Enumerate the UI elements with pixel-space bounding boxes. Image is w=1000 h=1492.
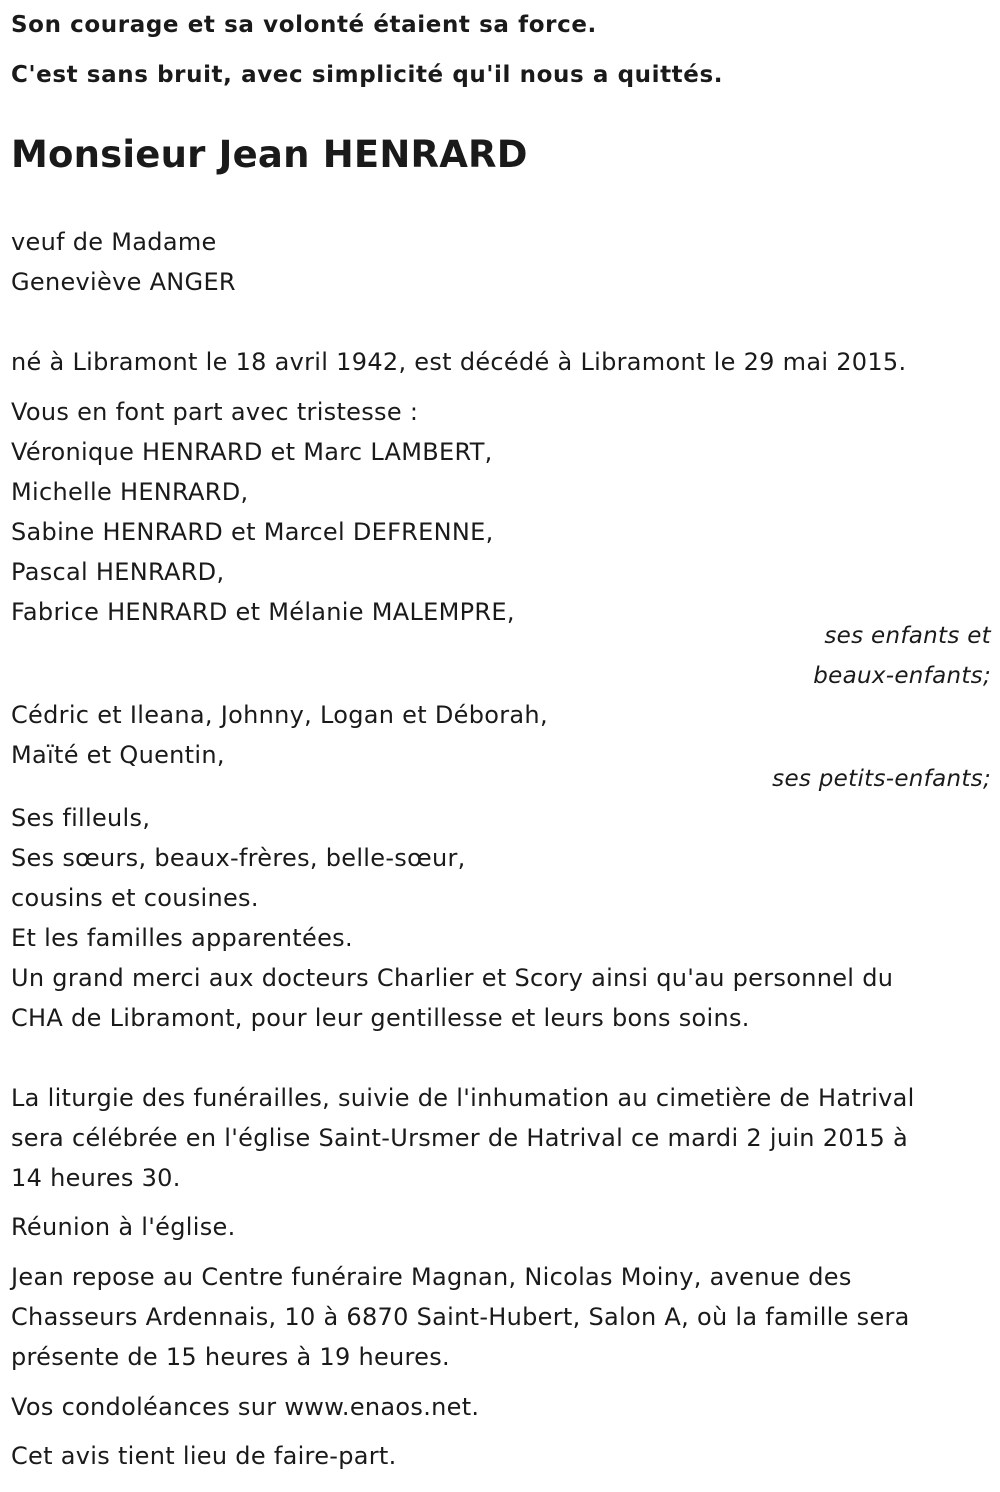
obituary-notice: [11, 0, 991, 1492]
child-line: Michelle HENRARD,: [11, 478, 249, 506]
widower-line-1: veuf de Madame: [11, 228, 217, 256]
relatives-line: cousins et cousines.: [11, 884, 259, 912]
family-intro: Vous en font part avec tristesse :: [11, 398, 419, 426]
child-line: Fabrice HENRARD et Mélanie MALEMPRE,: [11, 598, 515, 626]
thanks-line: Un grand merci aux docteurs Charlier et Scory ainsi qu'au personnel du: [11, 964, 894, 992]
relatives-line: Et les familles apparentées.: [11, 924, 353, 952]
rest-line: Jean repose au Centre funéraire Magnan, Nicolas Moiny, avenue des: [11, 1263, 852, 1291]
ceremony-line: sera célébrée en l'église Saint-Ursmer de Hatrival ce mardi 2 juin 2015 à: [11, 1124, 908, 1152]
relatives-line: Ses filleuls,: [11, 804, 151, 832]
thanks-line: CHA de Libramont, pour leur gentillesse et leurs bons soins.: [11, 1004, 750, 1032]
child-line: Véronique HENRARD et Marc LAMBERT,: [11, 438, 493, 466]
children-role-line-2: beaux-enfants;: [813, 663, 991, 689]
motto-line-2: C'est sans bruit, avec simplicité qu'il nous a quittés.: [11, 62, 724, 88]
ceremony-line: La liturgie des funérailles, suivie de l'inhumation au cimetière de Hatrival: [11, 1084, 915, 1112]
meeting-line: Réunion à l'église.: [11, 1213, 236, 1241]
grandchildren-role: ses petits-enfants;: [772, 766, 991, 792]
grandchild-line: Cédric et Ileana, Johnny, Logan et Déborah,: [11, 701, 548, 729]
birth-death-line: né à Libramont le 18 avril 1942, est décédé à Libramont le 29 mai 2015.: [11, 348, 907, 376]
child-line: Pascal HENRARD,: [11, 558, 225, 586]
motto-line-1: Son courage et sa volonté étaient sa force.: [11, 12, 597, 38]
widower-line-2: Geneviève ANGER: [11, 268, 236, 296]
relatives-line: Ses sœurs, beaux-frères, belle-sœur,: [11, 844, 466, 872]
condolences-line: Vos condoléances sur www.enaos.net.: [11, 1393, 480, 1421]
rest-line: Chasseurs Ardennais, 10 à 6870 Saint-Hubert, Salon A, où la famille sera: [11, 1303, 910, 1331]
rest-line: présente de 15 heures à 19 heures.: [11, 1343, 450, 1371]
grandchild-line: Maïté et Quentin,: [11, 741, 225, 769]
children-role-line-1: ses enfants et: [824, 623, 991, 649]
closing-line: Cet avis tient lieu de faire-part.: [11, 1442, 397, 1470]
ceremony-line: 14 heures 30.: [11, 1164, 181, 1192]
child-line: Sabine HENRARD et Marcel DEFRENNE,: [11, 518, 494, 546]
deceased-name: Monsieur Jean HENRARD: [11, 133, 528, 176]
